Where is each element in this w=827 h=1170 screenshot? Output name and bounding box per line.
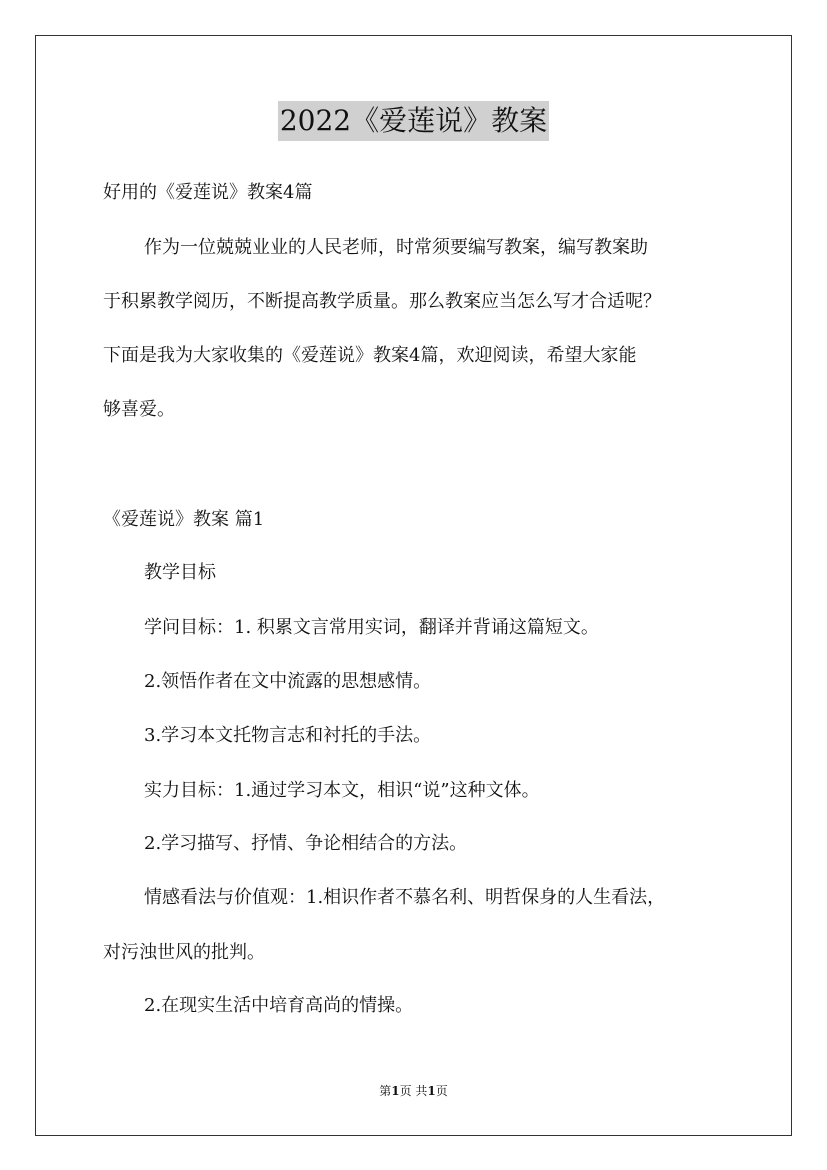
footer-page-total: 1	[427, 1084, 436, 1098]
footer-page-prefix: 第	[379, 1084, 392, 1098]
document-title: 2022《爱莲说》教案	[278, 101, 549, 141]
page-footer	[0, 1083, 827, 1099]
title-wrap	[0, 101, 827, 141]
intro-line-3: 下面是我为大家收集的《爱莲说》教案4篇，欢迎阅读，希望大家能	[103, 345, 637, 366]
body-line-5: 实力目标：1.通过学习本文，相识“说”这种文体。	[144, 780, 540, 801]
body-line-4: 3.学习本文托物言志和衬托的手法。	[144, 725, 432, 746]
body-line-7: 情感看法与价值观：1.相识作者不慕名利、明哲保身的人生看法，	[144, 887, 666, 908]
footer-page-suffix: 页	[435, 1084, 448, 1098]
section-heading: 《爱莲说》教案 篇1	[103, 509, 265, 530]
body-line-9: 2.在现实生活中培育高尚的情操。	[144, 995, 414, 1016]
document-subtitle: 好用的《爱莲说》教案4篇	[103, 182, 313, 203]
body-line-6: 2.学习描写、抒情、争论相结合的方法。	[144, 833, 468, 854]
footer-page-current: 1	[391, 1084, 400, 1098]
body-line-8: 对污浊世风的批判。	[103, 942, 265, 963]
body-line-2: 学问目标：1. 积累文言常用实词，翻译并背诵这篇短文。	[144, 617, 599, 638]
body-line-1: 教学目标	[144, 562, 216, 583]
footer-page-mid: 页 共	[399, 1084, 428, 1098]
intro-line-4: 够喜爱。	[103, 399, 175, 420]
intro-line-2: 于积累教学阅历，不断提高教学质量。那么教案应当怎么写才合适呢？	[103, 291, 661, 312]
intro-line-1: 作为一位兢兢业业的人民老师，时常须要编写教案，编写教案助	[144, 237, 648, 258]
body-line-3: 2.领悟作者在文中流露的思想感情。	[144, 671, 432, 692]
